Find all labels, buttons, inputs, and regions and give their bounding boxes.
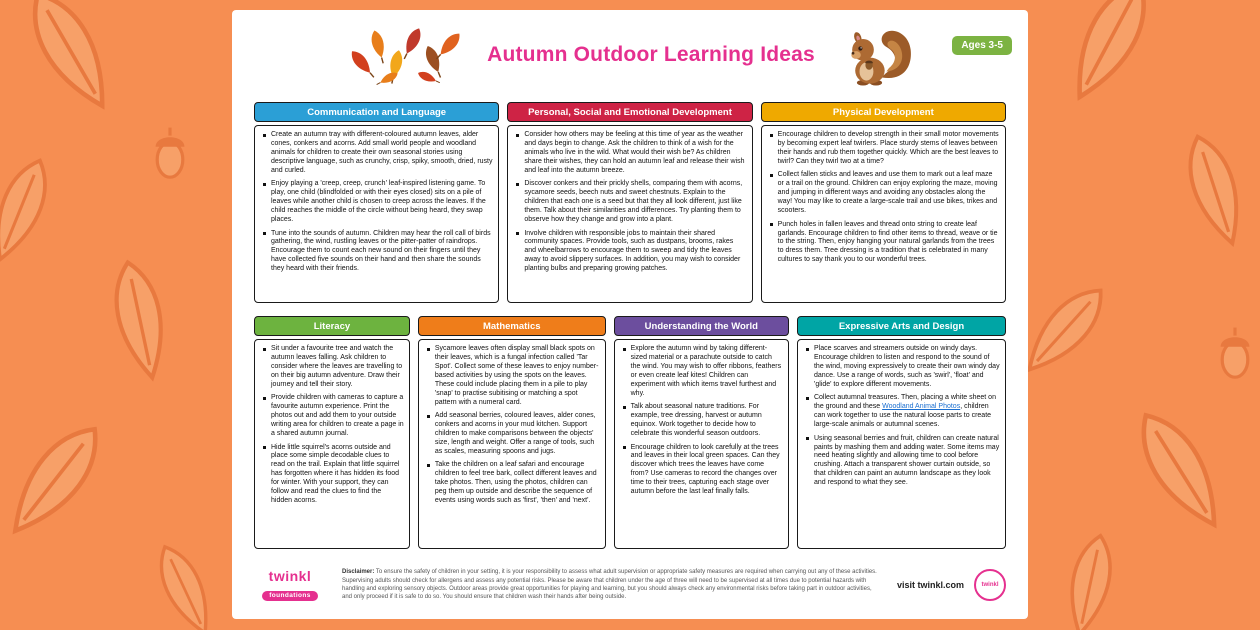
bullet-text: Explore the autumn wind by taking different-sized material or a parachute outside to catch the wind. You may wish to offer ribbons, feathers or even create leaf kites! Children can experiment with which items travel furthest and why. (630, 345, 782, 397)
section-expressive-arts-and-design (797, 316, 1006, 549)
bullet-item (631, 403, 783, 439)
bullet-text: Hide little squirrel's acorns outside and place some simple decodable clues to read on the trail. Explain that little squirrel has forgotten where it has hidden its food for winter. With your support, they can follow and read the clues to find the hidden acorns. (271, 443, 400, 505)
bullet-item (814, 394, 1000, 430)
disclaimer-body: To ensure the safety of children in your setting, it is your responsibility to assess what adult supervision or appropriate safety measures are required when carrying out any of these activities. Supervising adults should check for allergens and assess any potential risks. Please be aware that children under the age of three will need to be supervised at all times due to potential hazards with handling and exploring sensory objects. Outdoor areas provide great opportunities for playing and learning, but you should always check any environmental risks before taking part in outdoor activities, and only proceed if it is safe to do so. You should ensure that children wash their hands after being outside. (342, 569, 877, 601)
bullet-item (271, 180, 493, 225)
woodland-animal-photos-link[interactable]: Woodland Animal Photos (882, 403, 961, 411)
section-understanding-the-world (614, 316, 789, 549)
squirrel-illustration (837, 20, 915, 90)
bullet-item (435, 412, 600, 457)
section-physical-development (761, 102, 1006, 303)
disclaimer-label: Disclaimer: (342, 569, 375, 576)
section-body-literacy (254, 339, 410, 549)
bullet-text: Consider how others may be feeling at this time of year as the weather and days begin to change. Ask the children to think of a wish for the animals who live in the wild. What would their wish be? As children share their wishes, they can hold an autumn leaf and release their wish and leaf into the autumn breeze. (524, 131, 745, 174)
section-title-physical-development: Physical Development (761, 102, 1006, 122)
bottom-sections-row (254, 316, 1006, 549)
bullet-text: Using seasonal berries and fruit, children can create natural paints by mashing them and adding water. Some items may need heating slightly and allowing time to cool before crushing. Attach a transparent shower curtain outside, so that children can paint an autumn landscape as they look and respond to what they see. (813, 434, 1000, 487)
ages-badge: Ages 3-5 (952, 36, 1012, 55)
bullet-text: Take the children on a leaf safari and encourage children to feel tree bark, collect different leaves and take photos. Then, using the photos, children can peg them up outside and describe the sequence of events using words such as 'first', 'then' and 'next'. (434, 461, 597, 505)
section-body-expressive-arts-and-design (797, 339, 1006, 549)
page-title: Autumn Outdoor Learning Ideas (487, 43, 815, 66)
section-title-understanding-the-world: Understanding the World (614, 316, 789, 336)
bullet-item (524, 180, 746, 225)
bullet-text: Collect fallen sticks and leaves and use them to mark out a leaf maze or a trail on the ground. Children can enjoy exploring the maze, moving and jumping in different ways and avoiding any obstacles along the way! You may like to create a large-scale trail and use bikes, trikes and scooters. (777, 171, 998, 215)
bullet-item (524, 131, 746, 176)
section-mathematics (418, 316, 606, 549)
bullet-text: Encourage children to look carefully at the trees and leaves in their local green spaces. Can they discover which trees the leaves have come from? Use cameras to record the changes over time to their trees, capturing each stage over autumn before the last leaf finally falls. (630, 443, 780, 496)
bullet-text: , children can work together to use the natural loose parts to create large-scale animals or autumnal scenes. (813, 403, 992, 429)
top-sections-row (254, 102, 1006, 303)
quality-badge-text: twinkl (981, 582, 999, 588)
bullet-text: Sit under a favourite tree and watch the autumn leaves falling. Ask children to consider where the leaves are travelling to on their big autumn adventure. Draw their journey and tell their story. (271, 345, 403, 388)
section-body-physical-development (761, 125, 1006, 303)
worksheet-page (232, 10, 1028, 619)
visit-twinkl-link[interactable]: visit twinkl.com (896, 580, 964, 590)
disclaimer-text (336, 568, 887, 602)
bullet-item (778, 221, 1000, 266)
section-personal-social-emotional-development (507, 102, 752, 303)
section-title-expressive-arts-and-design: Expressive Arts and Design (797, 316, 1006, 336)
bullet-item (778, 171, 1000, 216)
twinkl-logo-text: twinkl (268, 568, 312, 584)
page-header (254, 10, 1006, 100)
foundations-logo-text: foundations (262, 591, 318, 601)
section-body-understanding-the-world (614, 339, 789, 549)
bullet-item (271, 131, 493, 176)
bullet-item (435, 461, 600, 506)
section-body-mathematics (418, 339, 606, 549)
section-title-communication-and-language: Communication and Language (254, 102, 499, 122)
bullet-item (631, 345, 783, 399)
section-title-literacy: Literacy (254, 316, 410, 336)
bullet-item (271, 444, 404, 507)
bullet-text: Provide children with cameras to capture a favourite autumn experience. Print the photos out and add them to your outside writing area for children to create a page in a shared autumn journal. (271, 394, 404, 438)
section-title-personal-social-emotional-development: Personal, Social and Emotional Development (507, 102, 752, 122)
section-body-communication-and-language (254, 125, 499, 303)
section-communication-and-language (254, 102, 499, 303)
bullet-text: Sycamore leaves often display small black spots on their leaves, which is a fungal infection called 'Tar Spot'. Collect some of these leaves to enjoy number-based activities by using the spots on the leaves. These could include placing them in a pile to play 'snap' to practise subitising or matching a spot pattern with a numeral card. (434, 345, 599, 406)
section-title-mathematics: Mathematics (418, 316, 606, 336)
bullet-text: Add seasonal berries, coloured leaves, alder cones, conkers and acorns in your mud kitchen. Support children to make comparisons between the objects' size, length and weight. Offer a range of tools, such as scales, measuring spoons and jugs. (434, 412, 596, 455)
bullet-text: Place scarves and streamers outside on windy days. Encourage children to listen and respond to the sound of the wind, moving expressively to create their own windy day dance. Use a range of words, such as 'swirl', 'float' and 'glide' to explore different movements. (813, 345, 1000, 388)
bullet-item (778, 131, 1000, 167)
twinkl-foundations-logo (254, 568, 326, 602)
bullet-text: Talk about seasonal nature traditions. For example, tree dressing, harvest or autumn equinox. Work together to decide how to celebrate this wonderful season outdoors. (630, 403, 762, 438)
bullet-item (814, 345, 1000, 390)
bullet-item (271, 345, 404, 390)
bullet-text: Discover conkers and their prickly shells, comparing them with acorns, sycamore seeds, beech nuts and sweet chestnuts. Explain to the children that each one is a seed but that they all look different, just like them. Talk about their similarities and differences. Try planting them to observe how they change and grow into a plant. (524, 180, 743, 224)
bullet-item (814, 435, 1000, 489)
autumn-leaves-illustration (345, 24, 465, 86)
bullet-text: Punch holes in fallen leaves and thread onto string to create leaf garlands. Encourage children to find other items to thread, weave or tie to the string. Then, enjoy hanging your natural garlands from the trees to dress them. Tree dressing is a tradition that is celebrated in many cultures to say thank you to our wonderful trees. (777, 220, 998, 264)
bullet-text: Create an autumn tray with different-coloured autumn leaves, alder cones, conkers and acorns. Add small world people and woodland animals for children to create their own seasonal stories using descriptive language, such as crunchy, crisp, spiky, smooth, dried, rusty and curled. (271, 131, 493, 174)
bullet-text: Involve children with responsible jobs to maintain their shared community spaces. Provide tools, such as dustpans, brooms, rakes and wheelbarrows to encourage them to sweep and tidy the leaves away to avoid slippery surfaces. In addition, you may wish to consider planting bulbs and preparing growing patches. (524, 229, 741, 273)
bullet-item (631, 444, 783, 498)
section-literacy (254, 316, 410, 549)
bullet-item (435, 345, 600, 408)
bullet-item (524, 230, 746, 275)
bullet-item (271, 394, 404, 439)
bullet-text: Tune into the sounds of autumn. Children may hear the roll call of birds gathering, the wind, rustling leaves or the pitter-patter of raindrops. Encourage them to count each new sound on their fingers until they have collected five sounds on their hand and then share the sounds they heard with their friends. (271, 229, 491, 273)
bullet-item (271, 230, 493, 275)
page-footer (254, 557, 1006, 613)
bullet-text: Enjoy playing a 'creep, creep, crunch' leaf-inspired listening game. To play, one child (blindfolded or with their eyes closed) sits on a pile of leaves while another child is chosen to creep across the leaves. If the child reaches the middle of the circle without being heard, they swap places. (271, 180, 486, 224)
twinkl-quality-badge-icon (974, 569, 1006, 601)
bullet-text: Encourage children to develop strength in their small motor movements by becoming expert leaf twirlers. Place sturdy stems of leaves between their hands and rub them together quickly. Which are the best leaves to twirl? Can they twirl two at a time? (777, 131, 999, 165)
section-body-personal-social-emotional-development (507, 125, 752, 303)
bullet-text: Collect autumnal treasures. Then, placing a white sheet on the ground and these (813, 394, 996, 411)
